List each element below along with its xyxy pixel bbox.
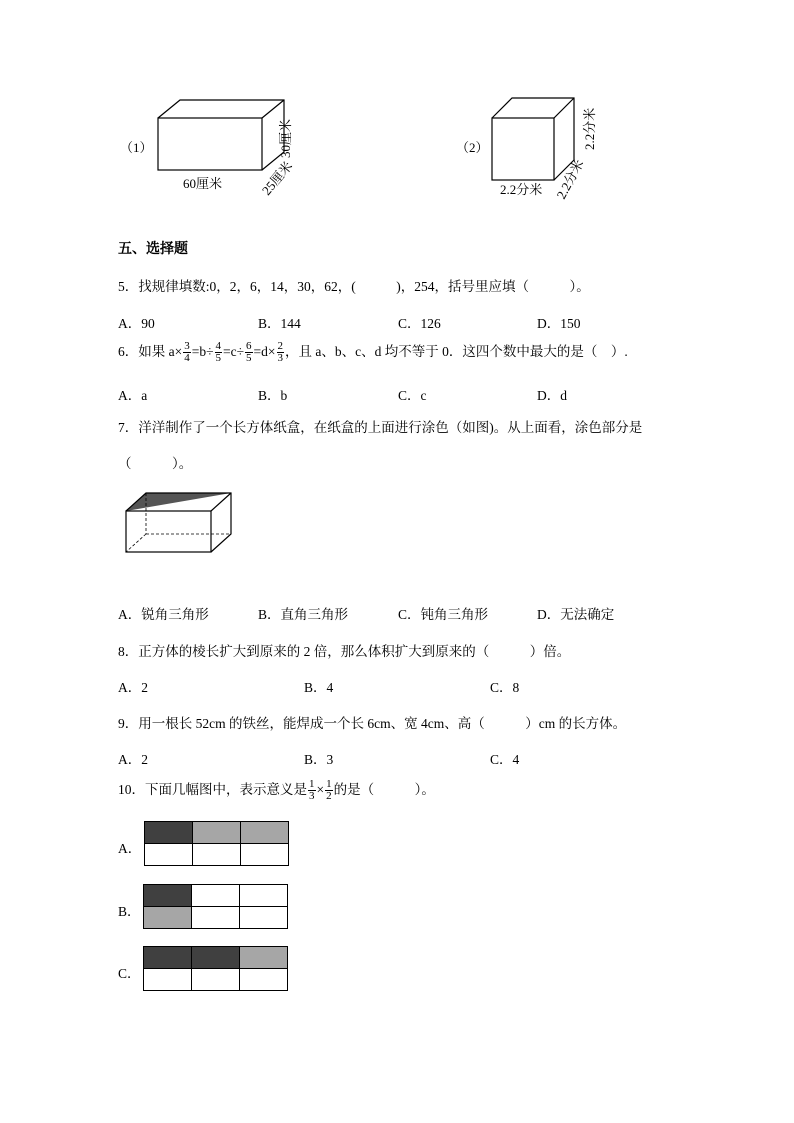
grid-c-cell-r2c1 xyxy=(144,969,192,991)
grid-b-cell-r2c3 xyxy=(240,907,288,929)
fig1-height: 30厘米 xyxy=(278,118,293,158)
q8-option-a[interactable]: A．2 xyxy=(118,680,148,695)
fig1-length: 60厘米 xyxy=(183,176,223,191)
q10-option-b-grid[interactable] xyxy=(143,884,288,929)
q6-mid3: =d× xyxy=(253,344,276,359)
q5-option-c[interactable]: C．126 xyxy=(398,316,441,331)
q6-f1-num: 3 xyxy=(184,340,190,353)
q6-f4-num: 2 xyxy=(277,340,284,353)
q9-option-a[interactable]: A．2 xyxy=(118,752,148,767)
grid-a-cell-r1c3 xyxy=(241,822,289,844)
q7-line-1: 7．洋洋制作了一个长方体纸盒，在纸盒的上面进行涂色（如图)。从上面看，涂色部分是 xyxy=(118,420,643,435)
q5-option-b[interactable]: B．144 xyxy=(258,316,301,331)
grid-c-cell-r1c3 xyxy=(240,947,288,969)
q5-option-a[interactable]: A．90 xyxy=(118,316,155,331)
painted-triangle xyxy=(126,493,231,511)
q10-fraction-2 xyxy=(325,779,333,802)
q10-option-c-label[interactable]: C． xyxy=(118,966,141,981)
q10-suffix: 的是（ ）。 xyxy=(333,782,435,797)
painted-box-figure xyxy=(124,490,236,556)
q6-mid2: =c÷ xyxy=(223,344,245,359)
grid-b-cell-r1c2 xyxy=(192,885,240,907)
section-title: 五、选择题 xyxy=(118,240,188,256)
q10-option-a-label[interactable]: A． xyxy=(118,841,142,856)
q5-text: 5．找规律填数:0，2，6，14，30，62，( )，254，括号里应填（ ）。 xyxy=(118,279,590,294)
grid-b-cell-r2c1 xyxy=(144,907,192,929)
q10-f2-num: 1 xyxy=(326,778,332,791)
grid-c-cell-r2c2 xyxy=(192,969,240,991)
q10-prefix: 10．下面几幅图中，表示意义是 xyxy=(118,782,307,797)
q10-option-c-grid[interactable] xyxy=(143,946,288,991)
q9-option-b[interactable]: B．3 xyxy=(304,752,334,767)
q9-text: 9．用一根长 52cm 的铁丝，能焊成一个长 6cm、宽 4cm、高（ ）cm 的长方体。 xyxy=(118,716,627,731)
q10-f2-den: 2 xyxy=(326,790,332,803)
q10-times: × xyxy=(316,782,325,797)
q7-option-c[interactable]: C．钝角三角形 xyxy=(398,607,489,622)
q9-option-c[interactable]: C．4 xyxy=(490,752,520,767)
fig1-width: 25厘米 xyxy=(258,158,296,198)
fig2-height: 2.2分米 xyxy=(582,107,597,150)
q6-mid1: =b÷ xyxy=(191,344,214,359)
q10-option-b-label[interactable]: B． xyxy=(118,904,141,919)
q10-f1-num: 1 xyxy=(309,778,315,791)
q6-text xyxy=(118,340,628,364)
grid-a-cell-r2c1 xyxy=(145,844,193,866)
grid-b-cell-r2c2 xyxy=(192,907,240,929)
q8-option-b[interactable]: B．4 xyxy=(304,680,334,695)
grid-c-cell-r2c3 xyxy=(240,969,288,991)
q6-fraction-3 xyxy=(245,341,253,364)
grid-a-cell-r1c1 xyxy=(145,822,193,844)
q7-option-a[interactable]: A．锐角三角形 xyxy=(118,607,209,622)
q6-fraction-1 xyxy=(183,341,191,364)
grid-b-cell-r1c3 xyxy=(240,885,288,907)
fig1-label: （1） xyxy=(120,140,153,155)
q10-text xyxy=(118,778,435,802)
fig2-label: （2） xyxy=(456,140,489,155)
q8-text: 8．正方体的棱长扩大到原来的 2 倍，那么体积扩大到原来的（ ）倍。 xyxy=(118,644,571,659)
grid-a-cell-r1c2 xyxy=(193,822,241,844)
q6-prefix: 6．如果 a× xyxy=(118,344,183,359)
q10-option-a-grid[interactable] xyxy=(144,821,289,866)
q6-f3-num: 6 xyxy=(246,340,252,353)
grid-a-cell-r2c2 xyxy=(193,844,241,866)
q7-option-b[interactable]: B．直角三角形 xyxy=(258,607,349,622)
cuboid-figure-1 xyxy=(110,88,330,208)
grid-c-cell-r1c2 xyxy=(192,947,240,969)
q6-f3-den: 5 xyxy=(246,352,252,365)
q6-f2-den: 5 xyxy=(215,352,222,365)
q5-option-d[interactable]: D．150 xyxy=(537,316,581,331)
q6-option-d[interactable]: D．d xyxy=(537,388,567,403)
q6-fraction-2 xyxy=(215,341,223,364)
fig2-width: 2.2分米 xyxy=(553,157,587,202)
q6-fraction-4 xyxy=(277,341,285,364)
fig2-length: 2.2分米 xyxy=(500,182,543,197)
q7-line-2: （ ）。 xyxy=(118,456,193,471)
grid-b-cell-r1c1 xyxy=(144,885,192,907)
grid-c-cell-r1c1 xyxy=(144,947,192,969)
q7-option-d[interactable]: D．无法确定 xyxy=(537,607,615,622)
q6-option-c[interactable]: C．c xyxy=(398,388,427,403)
q8-option-c[interactable]: C．8 xyxy=(490,680,520,695)
q6-f1-den: 4 xyxy=(184,352,190,365)
q6-f2-num: 4 xyxy=(215,340,222,353)
cube-figure-2 xyxy=(450,88,620,208)
grid-a-cell-r2c3 xyxy=(241,844,289,866)
q6-option-b[interactable]: B．b xyxy=(258,388,288,403)
q6-suffix: ，且 a、b、c、d 均不等于 0．这四个数中最大的是（ ）. xyxy=(285,344,628,359)
q6-f4-den: 3 xyxy=(277,352,284,365)
q6-option-a[interactable]: A．a xyxy=(118,388,148,403)
q10-f1-den: 3 xyxy=(309,790,315,803)
q10-fraction-1 xyxy=(308,779,316,802)
